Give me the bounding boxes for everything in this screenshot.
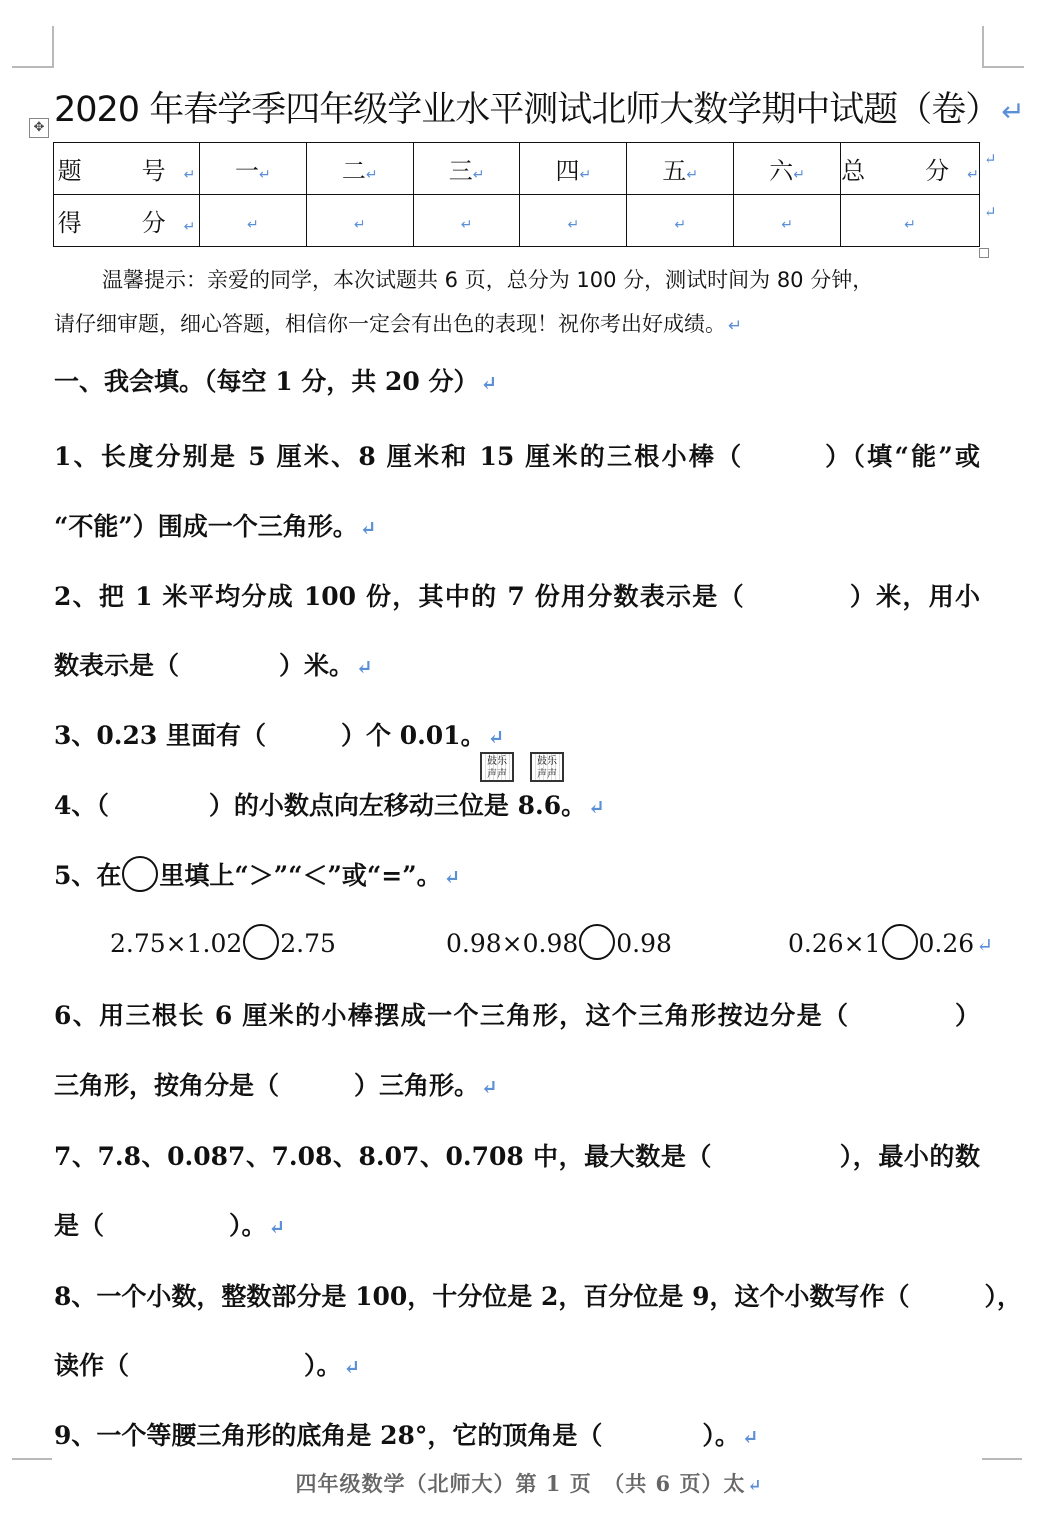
- score-table-score-row: [54, 195, 980, 247]
- row-end-mark: ↵: [984, 150, 997, 168]
- table-move-handle-icon[interactable]: ✥: [29, 118, 49, 138]
- row-end-mark: ↵: [984, 203, 997, 221]
- question-2-line-2: 数表示是（ ）米。 ↵: [54, 651, 373, 680]
- question-5: 5、在 里填上“＞”“＜”或“=”。 ↵: [54, 856, 460, 892]
- question-2-line-1: 2、把 1 米平均分成 100 份，其中的 7 份用分数表示是（ ）米，用小: [54, 582, 980, 611]
- stamp-image: 鼓乐 声声: [480, 752, 514, 782]
- tip-paragraph: 温馨提示：亲爱的同学，本次试题共 6 页，总分为 100 分，测试时间为 80 分钟， 请仔细审题，细心答题，相信你一定会有出色的表现！祝你考出好成绩。 ↵: [54, 268, 874, 336]
- stamp-image: 鼓乐 声声: [530, 752, 564, 782]
- comparison-expression: 0.26×1 0.26 ↵: [788, 924, 993, 960]
- question-6-line-2: 三角形，按角分是（ ）三角形。 ↵: [54, 1071, 498, 1100]
- question-8-line-2: 读作（ ）。 ↵: [54, 1351, 361, 1380]
- comparison-expression: 0.98×0.98 0.98: [446, 924, 672, 960]
- crop-mark-bottom-left: [12, 1458, 52, 1460]
- question-6-line-1: 6、用三根长 6 厘米的小棒摆成一个三角形，这个三角形按边分是（ ）: [54, 1001, 980, 1030]
- score-table-cell[interactable]: 五↵: [627, 143, 734, 195]
- table-resize-handle[interactable]: [979, 248, 989, 258]
- page-title: 2020 年春学季四年级学业水平测试北师大数学期中试题（卷）↵: [54, 90, 1024, 130]
- section-heading: 一、我会填。（每空 1 分，共 20 分） ↵: [54, 367, 498, 396]
- compare-circle-icon: [122, 856, 158, 892]
- question-7-line-1: 7、7.8、0.087、7.08、8.07、0.708 中，最大数是（ ），最小的数: [54, 1142, 980, 1171]
- question-7-line-2: 是（ ）。 ↵: [54, 1211, 286, 1240]
- score-table-cell[interactable]: ↵: [627, 195, 734, 247]
- question-1-line-1: 1、长度分别是 5 厘米、8 厘米和 15 厘米的三根小棒（ ）（填“能”或: [54, 442, 980, 471]
- score-table-cell[interactable]: ↵: [306, 195, 413, 247]
- comparison-expression: 2.75×1.02 2.75: [110, 924, 336, 960]
- answer-circle-icon[interactable]: [579, 924, 615, 960]
- score-table-cell[interactable]: ↵: [520, 195, 627, 247]
- crop-mark-bottom-right: [982, 1458, 1022, 1460]
- score-table-cell[interactable]: 题 号↵: [54, 143, 200, 195]
- score-table: [53, 142, 980, 247]
- score-table-cell[interactable]: ↵: [413, 195, 520, 247]
- page-footer: 四年级数学（北师大）第 1 页 （共 6 页）太 ↵: [295, 1471, 763, 1496]
- crop-mark-top-left: [12, 26, 54, 68]
- score-table-cell[interactable]: 二↵: [306, 143, 413, 195]
- score-table-cell[interactable]: 三↵: [413, 143, 520, 195]
- question-8-line-1: 8、一个小数，整数部分是 100，十分位是 2，百分位是 9，这个小数写作（ ），: [54, 1282, 1022, 1311]
- score-table-header-row: [54, 143, 980, 195]
- score-table-cell[interactable]: 得 分↵: [54, 195, 200, 247]
- crop-mark-top-right: [982, 26, 1024, 68]
- score-table-cell[interactable]: ↵: [200, 195, 307, 247]
- score-table-cell[interactable]: 四↵: [520, 143, 627, 195]
- score-table-cell[interactable]: 六↵: [734, 143, 841, 195]
- score-table-cell[interactable]: ↵: [734, 195, 841, 247]
- question-4: 4、（ ）的小数点向左移动三位是 8.6。 ↵: [54, 791, 605, 820]
- answer-circle-icon[interactable]: [882, 924, 918, 960]
- score-table-cell[interactable]: 一↵: [200, 143, 307, 195]
- answer-circle-icon[interactable]: [243, 924, 279, 960]
- question-1-line-2: “不能”）围成一个三角形。 ↵: [54, 512, 377, 541]
- question-3: 3、0.23 里面有（ ）个 0.01。 ↵: [54, 721, 505, 750]
- score-table-cell[interactable]: ↵: [841, 195, 980, 247]
- question-9: 9、一个等腰三角形的底角是 28°，它的顶角是（ ）。 ↵: [54, 1421, 759, 1450]
- score-table-cell[interactable]: 总 分↵: [841, 143, 980, 195]
